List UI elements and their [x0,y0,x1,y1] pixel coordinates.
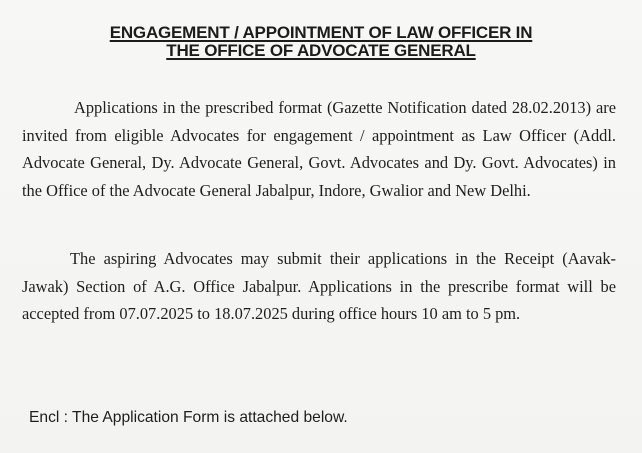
notice-title-line-2 [0,41,642,61]
notice-title-line-2-text: THE OFFICE OF ADVOCATE GENERAL [166,41,476,60]
enclosure-note: Encl : The Application Form is attached below. [29,409,348,426]
notice-paragraph-submission: The aspiring Advocates may submit their applications in the Receipt (Aavak-Jawak) Section of A.G. Office Jabalpur. Applications in the prescribe format will be accepted from 07.07.2025 to 18.07.2025 during office hours 10 am to 5 pm. [22,249,616,323]
notice-paragraph-invitation: Applications in the prescribed format (Gazette Notification dated 28.02.2013) are invited from eligible Advocates for engagement / appointment as Law Officer (Addl. Advocate General, Dy. Advocate General, Govt. Advocates and Dy. Govt. Advocates) in the Office of the Advocate General Jabalpur, Indore, Gwalior and New Delhi. [22,98,616,200]
notice-title-line-1 [0,23,642,43]
notice-title-line-1-text: ENGAGEMENT / APPOINTMENT OF LAW OFFICER IN [109,23,533,42]
